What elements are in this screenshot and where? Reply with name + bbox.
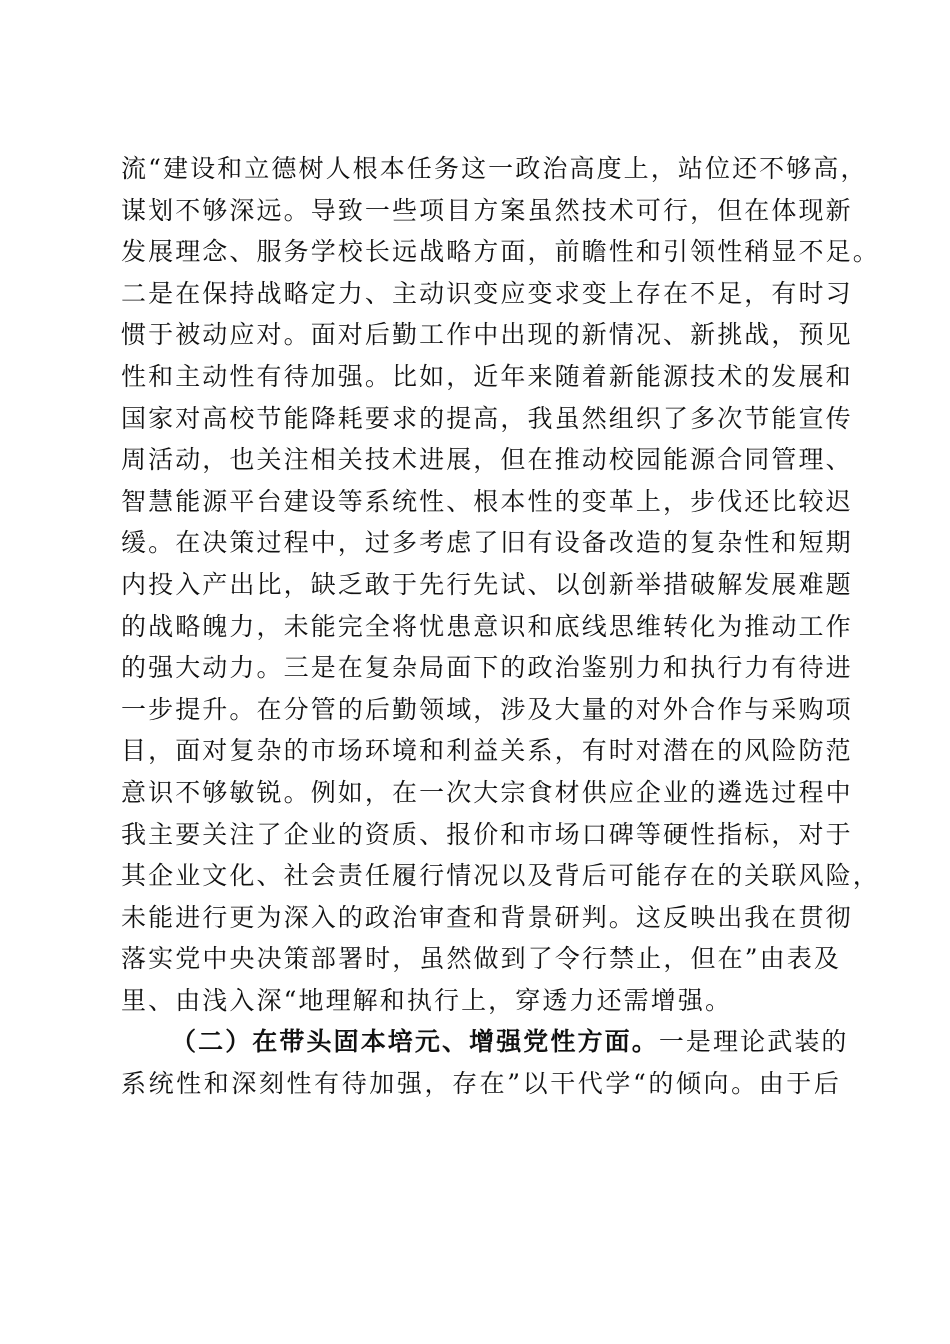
text-line: 系统性和深刻性有待加强，存在”以干代学“的倾向。由于后	[121, 1069, 841, 1099]
text-line: 内投入产出比，缺乏敢于先行先试、以创新举措破解发展难题	[121, 569, 853, 599]
section-heading-line	[121, 1021, 849, 1063]
text-line: 意识不够敏锐。例如，在一次大宗食材供应企业的遴选过程中	[121, 777, 853, 807]
text-line: 二是在保持战略定力、主动识变应变求变上存在不足，有时习	[121, 278, 853, 308]
text-line: 的强大动力。三是在复杂局面下的政治鉴别力和执行力有待进	[121, 653, 853, 683]
text-line: 国家对高校节能降耗要求的提高，我虽然组织了多次节能宣传	[121, 403, 853, 433]
body-text	[121, 148, 880, 1105]
text-line: 的战略魄力，未能完全将忧患意识和底线思维转化为推动工作	[121, 611, 853, 641]
text-line: 一步提升。在分管的后勤领域，涉及大量的对外合作与采购项	[121, 694, 853, 724]
text-line: 谋划不够深远。导致一些项目方案虽然技术可行，但在体现新	[121, 195, 853, 225]
text-line: 落实党中央决策部署时，虽然做到了令行禁止，但在”由表及	[121, 944, 841, 974]
text-line: 智慧能源平台建设等系统性、根本性的变革上，步伐还比较迟	[121, 486, 853, 516]
section-heading: （二）在带头固本培元、增强党性方面。	[171, 1027, 659, 1057]
text-line: 性和主动性有待加强。比如，近年来随着新能源技术的发展和	[121, 361, 853, 391]
text-line: 未能进行更为深入的政治审查和背景研判。这反映出我在贯彻	[121, 902, 853, 932]
text-line: 发展理念、服务学校长远战略方面，前瞻性和引领性稍显不足。	[121, 237, 880, 267]
text-line: 目，面对复杂的市场环境和利益关系，有时对潜在的风险防范	[121, 736, 853, 766]
text-line: 惯于被动应对。面对后勤工作中出现的新情况、新挑战，预见	[121, 320, 853, 350]
text-line: 缓。在决策过程中，过多考虑了旧有设备改造的复杂性和短期	[121, 528, 853, 558]
text-line: 周活动，也关注相关技术进展，但在推动校园能源合同管理、	[121, 445, 853, 475]
text-line: 里、由浅入深“地理解和执行上，穿透力还需增强。	[121, 985, 733, 1015]
text-line: 其企业文化、社会责任履行情况以及背后可能存在的关联风险，	[121, 861, 880, 891]
text-line: 流“建设和立德树人根本任务这一政治高度上，站位还不够高，	[121, 154, 868, 183]
text-line: 我主要关注了企业的资质、报价和市场口碑等硬性指标，对于	[121, 819, 853, 849]
section-text: 一是理论武装的	[658, 1027, 849, 1057]
